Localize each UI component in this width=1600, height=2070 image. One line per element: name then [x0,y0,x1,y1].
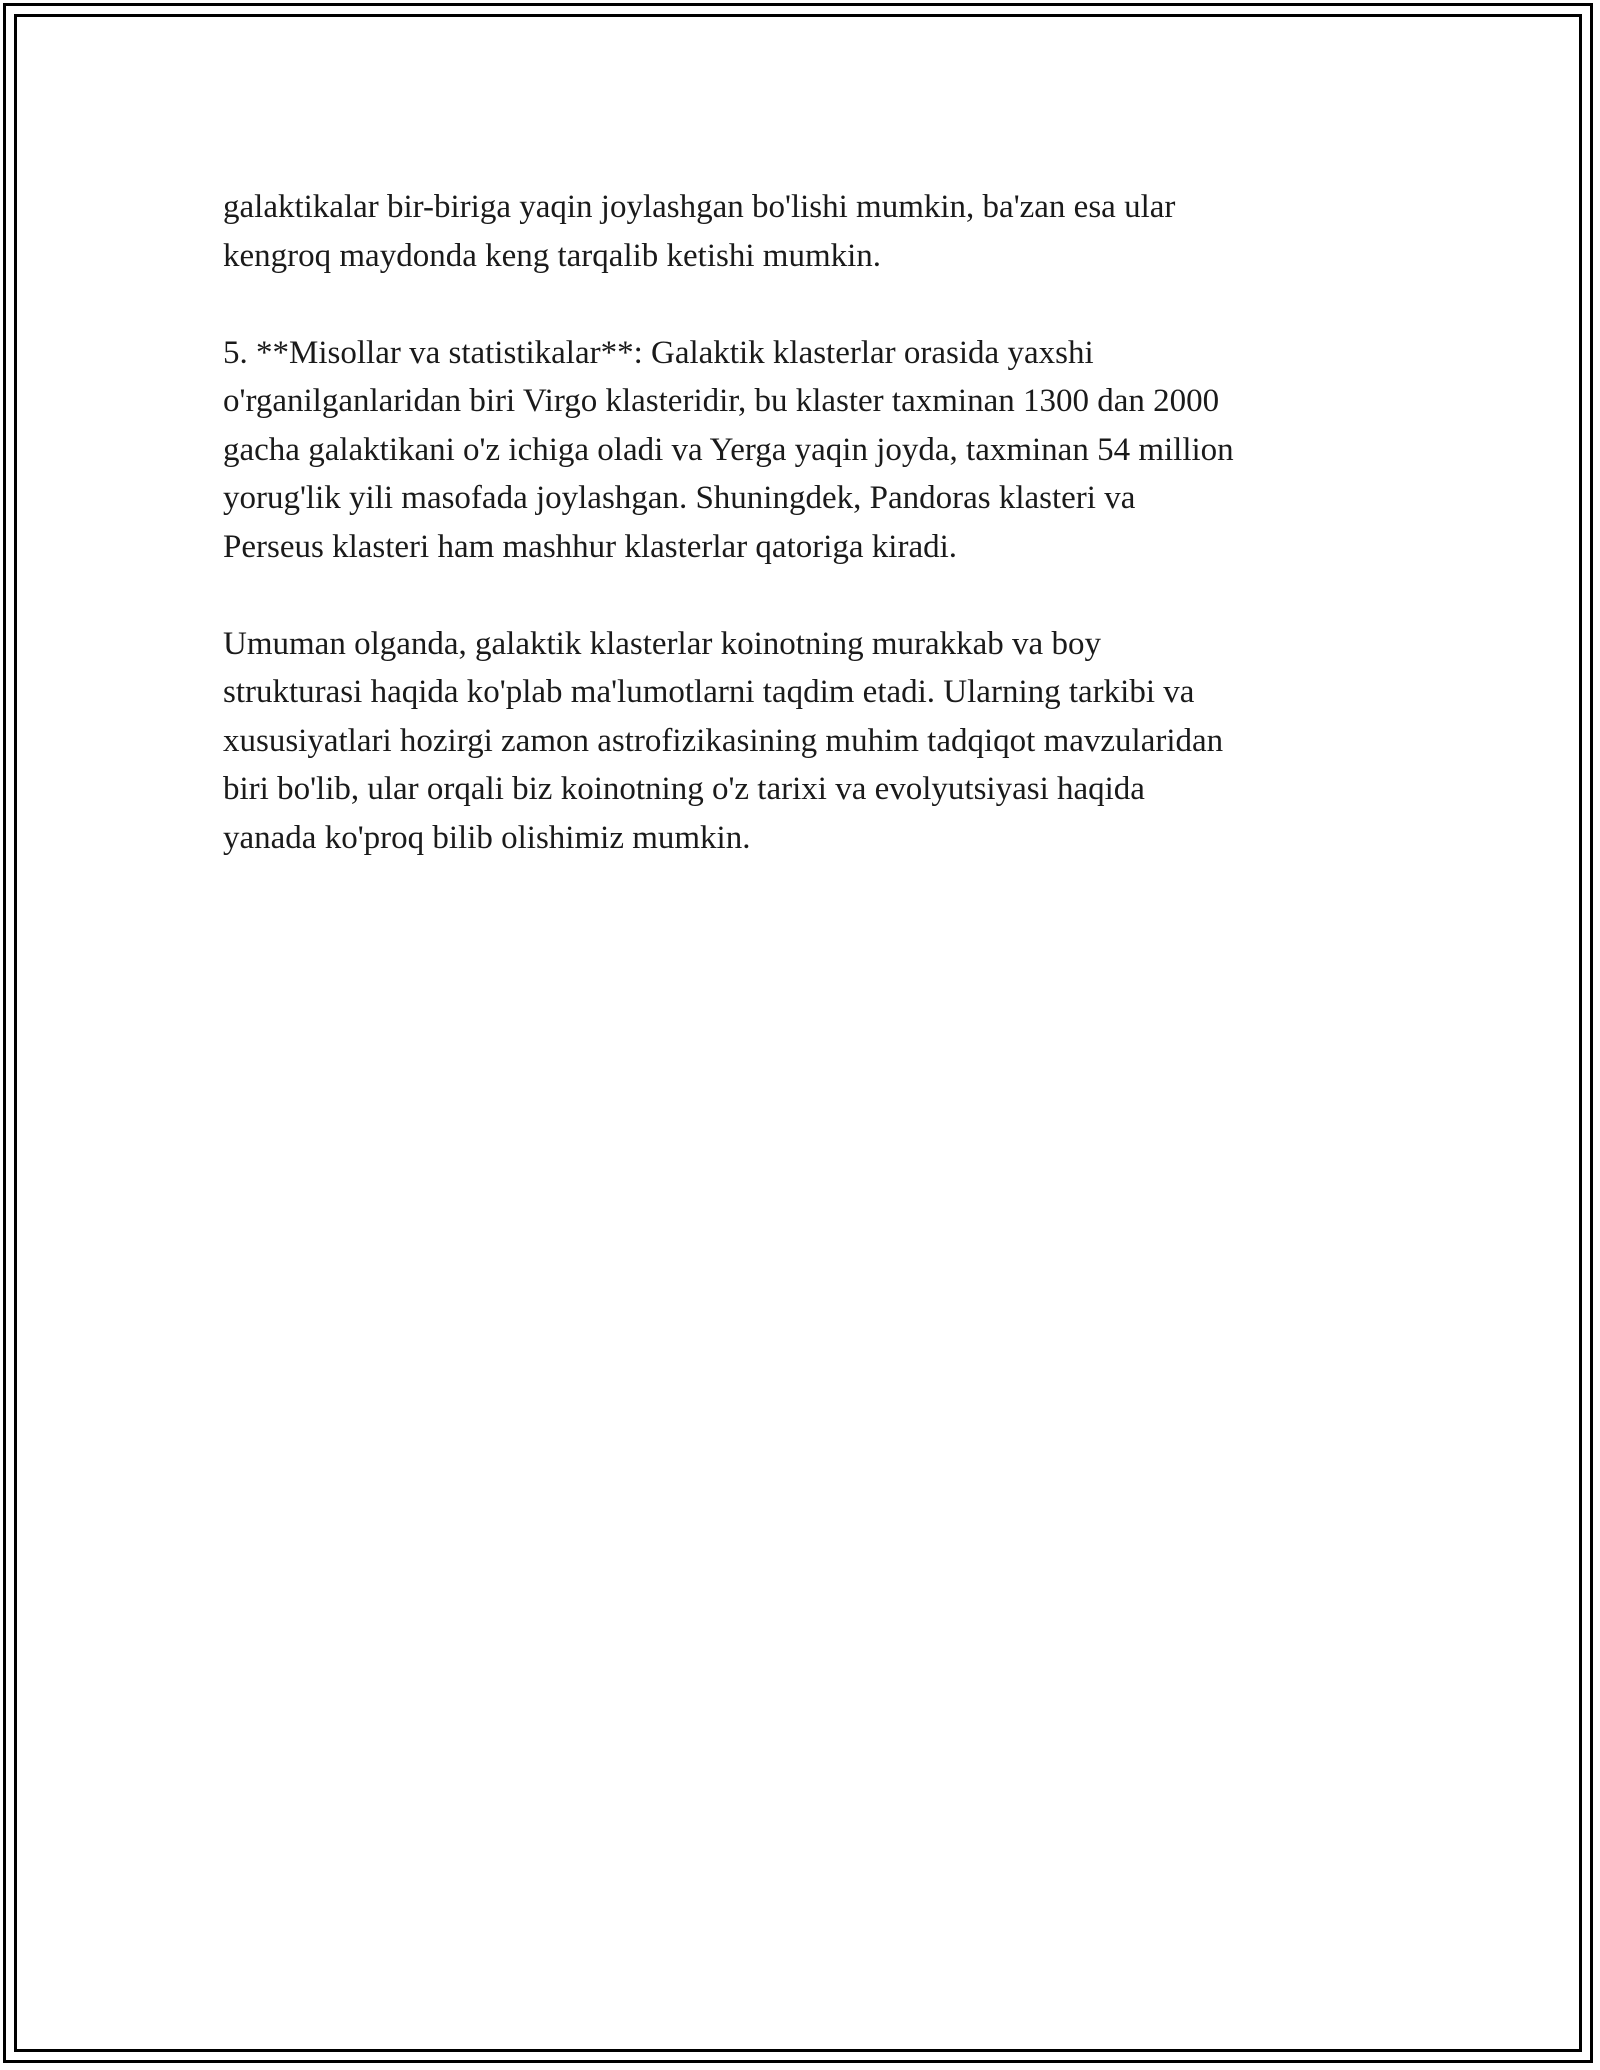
text-line: 5. **Misollar va statistikalar**: Galaktik klasterlar orasida yaxshi [223,334,1094,371]
text-line: Umuman olganda, galaktik klasterlar koinotning murakkab va boy [223,625,1101,662]
paragraph-examples-statistics [223,329,1388,572]
paragraph-conclusion [223,620,1388,863]
text-line: biri bo'lib, ular orqali biz koinotning o'z tarixi va evolyutsiyasi haqida [223,771,1145,807]
text-line: o'rganilganlaridan biri Virgo klasteridir, bu klaster taxminan 1300 dan 2000 [223,383,1220,419]
text-line: galaktikalar bir-biriga yaqin joylashgan bo'lishi mumkin, ba'zan esa ular [223,189,1176,225]
document-body [223,183,1388,911]
text-line: Perseus klasteri ham mashhur klasterlar qatoriga kiradi. [223,528,958,565]
text-line: kengroq maydonda keng tarqalib ketishi mumkin. [223,237,882,274]
text-line: gacha galaktikani o'z ichiga oladi va Yerga yaqin joyda, taxminan 54 million [223,431,1234,468]
paragraph-galaxy-distribution [223,183,1388,280]
text-line: strukturasi haqida ko'plab ma'lumotlarni taqdim etadi. Ularning tarkibi va [223,674,1195,710]
text-line: xususiyatlari hozirgi zamon astrofizikasining muhim tadqiqot mavzularidan [223,722,1224,759]
text-line: yorug'lik yili masofada joylashgan. Shuningdek, Pandoras klasteri va [223,480,1136,516]
text-line: yanada ko'proq bilib olishimiz mumkin. [223,819,751,856]
